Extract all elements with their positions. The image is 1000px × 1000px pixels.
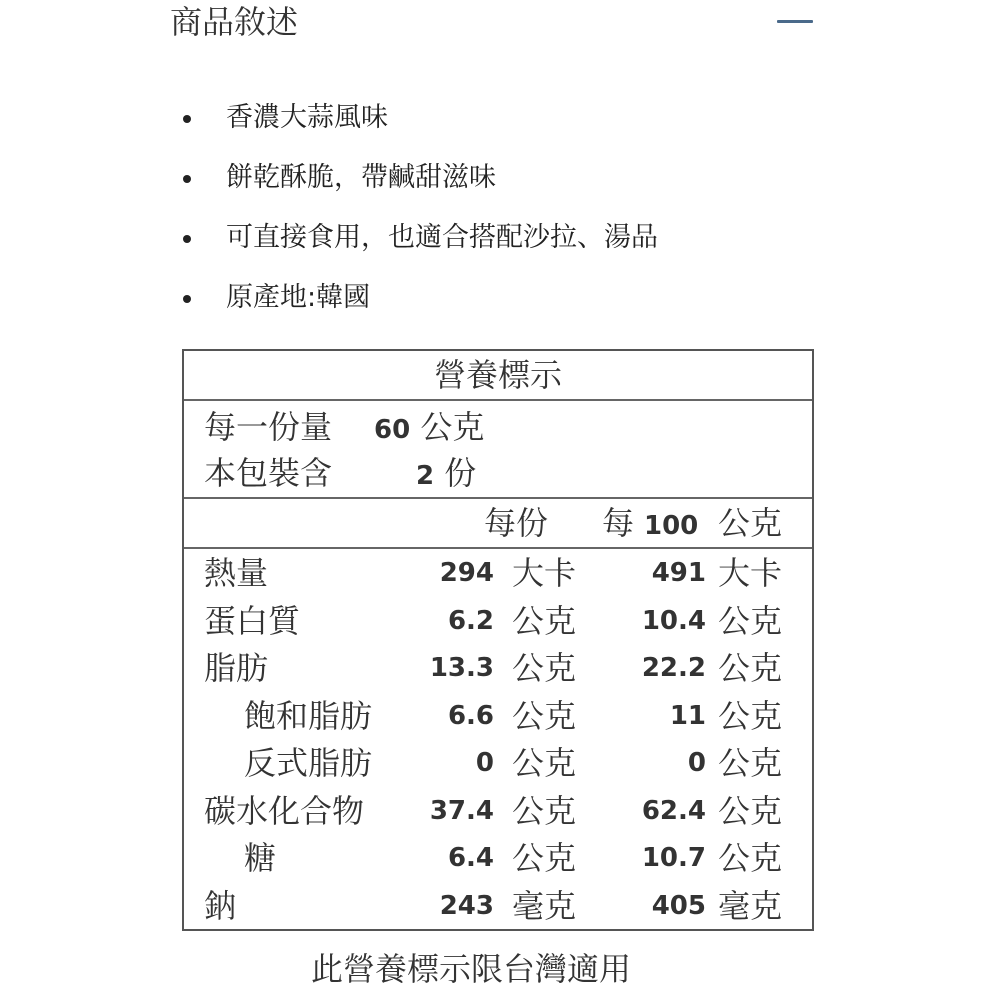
description-list <box>180 96 658 336</box>
value-per-100g: 22.2 <box>641 653 706 683</box>
servings-value: 2 <box>416 461 435 491</box>
section-title: 商品敘述 <box>170 3 299 41</box>
unit-per-100g: 大卡 <box>718 554 783 592</box>
serving-size-unit: 公克 <box>420 408 485 446</box>
value-per-100g: 0 <box>687 748 706 778</box>
unit-per-serving: 公克 <box>512 649 577 687</box>
unit-per-serving: 大卡 <box>512 554 577 592</box>
unit-per-100g: 公克 <box>718 649 783 687</box>
nutrition-label-title: 營養標示 <box>184 351 812 401</box>
value-per-100g: 11 <box>669 700 706 731</box>
list-item-text: 餅乾酥脆，帶鹹甜滋味 <box>226 162 496 193</box>
list-item <box>180 96 658 156</box>
unit-per-serving: 公克 <box>512 696 577 735</box>
value-per-100g: 10.7 <box>641 843 706 873</box>
unit-per-100g: 公克 <box>718 791 783 830</box>
unit-per-100g: 公克 <box>718 744 783 782</box>
value-per-serving: 13.3 <box>429 653 494 683</box>
value-per-serving: 0 <box>475 748 494 778</box>
unit-per-100g: 毫克 <box>718 886 783 925</box>
servings-label: 本包裝含 <box>204 454 333 492</box>
value-per-100g: 405 <box>651 890 706 921</box>
nutrient-name: 熱量 <box>204 554 269 592</box>
nutrition-label <box>182 349 814 931</box>
value-per-100g: 10.4 <box>641 605 706 636</box>
list-item-text: 可直接食用，也適合搭配沙拉、湯品 <box>226 222 658 253</box>
nutrient-name: 蛋白質 <box>204 601 301 640</box>
value-per-serving: 6.2 <box>447 605 494 636</box>
value-per-serving: 243 <box>439 890 494 921</box>
nutrient-name: 鈉 <box>204 886 237 925</box>
nutrient-name: 糖 <box>244 839 277 877</box>
minus-icon[interactable] <box>777 20 813 23</box>
label-footnote <box>0 944 1000 990</box>
value-per-100g: 491 <box>651 558 706 588</box>
serving-size-row <box>204 405 484 452</box>
servings-unit: 份 <box>444 454 477 492</box>
col-per100-prefix: 每 <box>602 504 635 542</box>
table-row <box>184 882 812 930</box>
unit-per-100g: 公克 <box>718 601 783 640</box>
bullet-icon <box>183 115 191 123</box>
value-per-serving: 6.6 <box>447 700 494 731</box>
unit-per-serving: 公克 <box>512 839 577 877</box>
list-item-text: 香濃大蒜風味 <box>226 102 388 133</box>
value-per-serving: 294 <box>439 558 494 588</box>
list-item-text: 原產地:韓國 <box>226 282 371 313</box>
list-item <box>180 156 658 216</box>
nutrient-name: 飽和脂肪 <box>244 696 373 735</box>
nutrition-column-header <box>184 499 812 549</box>
serving-size-label: 每一份量 <box>204 408 333 446</box>
unit-per-100g: 公克 <box>718 839 783 877</box>
bullet-icon <box>183 175 191 183</box>
unit-per-serving: 公克 <box>512 791 577 830</box>
serving-size-value: 60 <box>374 415 411 445</box>
value-per-100g: 62.4 <box>641 795 706 826</box>
table-row <box>184 834 812 882</box>
table-row <box>184 549 812 597</box>
nutrient-name: 碳水化合物 <box>204 791 365 830</box>
nutrient-name: 反式脂肪 <box>244 744 373 782</box>
list-item <box>180 276 658 336</box>
col-per-serving: 每份 <box>484 504 549 542</box>
list-item <box>180 216 658 276</box>
value-per-serving: 6.4 <box>447 843 494 873</box>
bullet-icon <box>183 235 191 243</box>
bullet-icon <box>183 295 191 303</box>
table-row <box>184 597 812 645</box>
servings-per-package-row <box>204 451 476 498</box>
table-row <box>184 787 812 835</box>
unit-per-100g: 公克 <box>718 696 783 735</box>
unit-per-serving: 公克 <box>512 744 577 782</box>
table-row <box>184 644 812 692</box>
nutrition-rows <box>184 549 812 929</box>
unit-per-serving: 毫克 <box>512 886 577 925</box>
value-per-serving: 37.4 <box>429 795 494 826</box>
serving-info <box>184 401 812 499</box>
table-row <box>184 739 812 787</box>
col-per100-unit: 公克 <box>718 504 783 542</box>
unit-per-serving: 公克 <box>512 601 577 640</box>
nutrient-name: 脂肪 <box>204 649 269 687</box>
footnote-text: 此營養標示限台灣適用 <box>310 950 631 988</box>
col-per100-value: 100 <box>644 511 699 541</box>
table-row <box>184 692 812 740</box>
